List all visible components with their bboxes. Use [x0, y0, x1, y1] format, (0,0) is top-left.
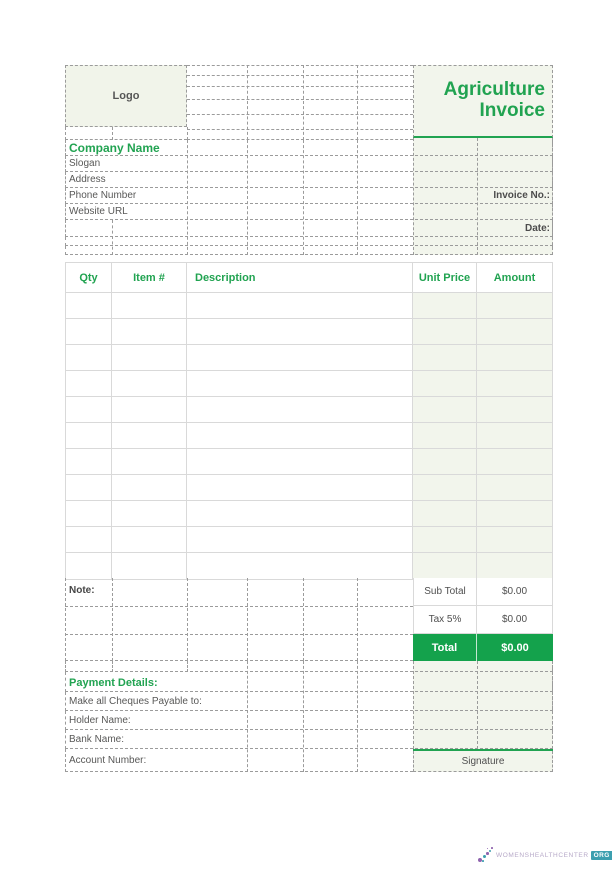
item-row: [66, 319, 552, 345]
item-cell: [413, 553, 477, 579]
item-cell: [413, 527, 477, 552]
watermark-dot: [486, 852, 489, 855]
item-cell: [477, 371, 552, 396]
item-row: [66, 423, 552, 449]
grid-line: [247, 661, 248, 772]
grid-cell-row: [65, 661, 553, 672]
header-grid: [187, 65, 413, 130]
item-row: [66, 501, 552, 527]
total-value: $0.00: [501, 641, 529, 654]
grid-line: [303, 140, 304, 255]
column-header-amount: Amount: [493, 271, 536, 284]
item-cell: [477, 527, 552, 552]
item-cell: [187, 371, 413, 396]
grid-cell-row: [187, 100, 413, 115]
watermark-dot: [491, 847, 493, 849]
payment-details-row: [65, 672, 553, 692]
item-row: [66, 345, 552, 371]
item-cell: [66, 345, 112, 370]
item-cell: [477, 553, 552, 579]
item-cell: [187, 475, 413, 500]
item-cell: [187, 319, 413, 344]
item-cell: [413, 501, 477, 526]
item-row: [66, 397, 552, 423]
grid-line: [357, 661, 358, 772]
date-label: Date:: [524, 223, 550, 234]
grid-cell-row: [65, 237, 553, 246]
watermark-sparkle-icon: [477, 847, 494, 864]
item-cell: [112, 527, 187, 552]
company-phone: Phone Number: [69, 190, 137, 201]
item-cell: [112, 553, 187, 579]
item-row: [66, 371, 552, 397]
grid-cell-row: [65, 127, 187, 140]
grid-line: [112, 220, 113, 255]
watermark-dot: [489, 850, 491, 852]
invoice-title-block: [413, 65, 553, 138]
grid-line: [187, 140, 188, 255]
item-cell: [112, 449, 187, 474]
company-address: Address: [69, 174, 106, 185]
grid-line: [357, 578, 358, 661]
invoice-sheet: [65, 65, 553, 772]
item-cell: [477, 449, 552, 474]
note-area: [65, 578, 413, 661]
grid-cell-row: [187, 130, 413, 140]
item-cell: [66, 319, 112, 344]
grid-cell-row: [187, 87, 413, 100]
invoice-title-line1: Agriculture: [443, 79, 545, 100]
item-cell: [187, 449, 413, 474]
item-cell: [477, 293, 552, 318]
grid-line: [357, 65, 358, 140]
company-website-row: [65, 204, 553, 220]
logo-label: Logo: [112, 90, 140, 102]
column-header-item: Item #: [112, 263, 187, 292]
grid-line: [303, 578, 304, 661]
signature-cell: [413, 751, 553, 772]
item-cell: [66, 501, 112, 526]
item-row: [66, 475, 552, 501]
grid-line: [247, 140, 248, 255]
item-cell: [413, 475, 477, 500]
invoice-title-line2: Invoice: [479, 100, 545, 121]
item-cell: [66, 423, 112, 448]
item-cell: [66, 475, 112, 500]
grid-cell-row: [187, 65, 413, 76]
bank-name-label: Bank Name:: [69, 734, 125, 745]
column-header-description: Description: [187, 263, 413, 292]
column-header-unit-price: Unit Price: [413, 263, 477, 292]
invoice-number-label: Invoice No.:: [493, 190, 550, 201]
account-number-label: Account Number:: [69, 755, 147, 766]
item-cell: [66, 293, 112, 318]
item-cell: [187, 345, 413, 370]
item-cell: [413, 371, 477, 396]
payment-bank-row: [65, 730, 553, 749]
subtotal-row: [413, 578, 553, 606]
item-cell: [112, 423, 187, 448]
item-row: [66, 527, 552, 553]
item-cell: [112, 475, 187, 500]
watermark-org-badge: ORG: [591, 851, 612, 860]
grid-line: [477, 661, 478, 749]
signature-label: Signature: [461, 755, 505, 767]
grid-line: [187, 578, 188, 661]
grid-line: [187, 661, 188, 672]
item-row: [66, 293, 552, 319]
item-cell: [413, 423, 477, 448]
tax-value: $0.00: [477, 606, 553, 633]
tax-row: [413, 606, 553, 634]
item-cell: [477, 345, 552, 370]
grid-line: [112, 661, 113, 672]
items-table-header: [66, 263, 552, 293]
subtotal-label: Sub Total: [413, 578, 477, 605]
item-row: [66, 449, 552, 475]
company-slogan-row: [65, 156, 553, 172]
item-cell: [477, 397, 552, 422]
item-cell: [477, 475, 552, 500]
item-cell: [477, 501, 552, 526]
item-cell: [413, 449, 477, 474]
item-cell: [66, 397, 112, 422]
grid-cell-row: [187, 76, 413, 87]
subtotal-value: $0.00: [477, 578, 553, 605]
watermark-dot: [487, 848, 488, 849]
grid-line: [65, 606, 413, 607]
total-row: [413, 634, 553, 661]
item-cell: [112, 345, 187, 370]
grid-line: [112, 578, 113, 661]
item-cell: [66, 449, 112, 474]
item-cell: [112, 371, 187, 396]
item-cell: [187, 423, 413, 448]
item-cell: [112, 501, 187, 526]
payment-details-title: Payment Details:: [69, 677, 158, 689]
item-cell: [187, 553, 413, 579]
company-website: Website URL: [69, 206, 128, 217]
watermark-dot: [483, 855, 486, 858]
holder-name-label: Holder Name:: [69, 715, 131, 726]
grid-line: [477, 138, 478, 255]
grid-line: [357, 140, 358, 255]
item-cell: [413, 319, 477, 344]
item-cell: [66, 527, 112, 552]
tax-label: Tax 5%: [413, 606, 477, 633]
item-row: [66, 553, 552, 579]
item-cell: [413, 397, 477, 422]
company-name: Company Name: [69, 141, 160, 155]
item-cell: [477, 319, 552, 344]
grid-line: [303, 65, 304, 140]
item-cell: [112, 319, 187, 344]
item-cell: [413, 293, 477, 318]
watermark-name: WOMENSHEALTHCENTER: [496, 851, 589, 859]
payment-holder-row: [65, 711, 553, 730]
total-label: Total: [413, 634, 477, 661]
column-header-qty: Qty: [66, 263, 112, 292]
watermark: [477, 845, 612, 865]
grid-line: [247, 65, 248, 140]
item-cell: [187, 527, 413, 552]
grid-cell-row: [65, 246, 553, 255]
grid-cell-row: [187, 115, 413, 130]
grid-line: [112, 127, 113, 140]
item-cell: [477, 423, 552, 448]
totals-block: [413, 578, 553, 661]
cheques-payable-label: Make all Cheques Payable to:: [69, 696, 202, 707]
item-cell: [413, 345, 477, 370]
watermark-dot: [482, 860, 484, 862]
company-slogan: Slogan: [69, 158, 101, 169]
grid-line: [187, 127, 188, 140]
items-table: [65, 262, 553, 580]
item-cell: [187, 501, 413, 526]
note-label: Note:: [69, 585, 95, 596]
company-address-row: [65, 172, 553, 188]
item-cell: [187, 397, 413, 422]
grid-line: [303, 661, 304, 772]
item-cell: [187, 293, 413, 318]
grid-line: [247, 578, 248, 661]
grid-line: [65, 634, 413, 635]
payment-cheques-row: [65, 692, 553, 711]
company-name-row: [65, 140, 553, 156]
item-cell: [66, 553, 112, 579]
item-cell: [112, 397, 187, 422]
logo-placeholder: [65, 65, 187, 127]
item-cell: [66, 371, 112, 396]
item-cell: [112, 293, 187, 318]
